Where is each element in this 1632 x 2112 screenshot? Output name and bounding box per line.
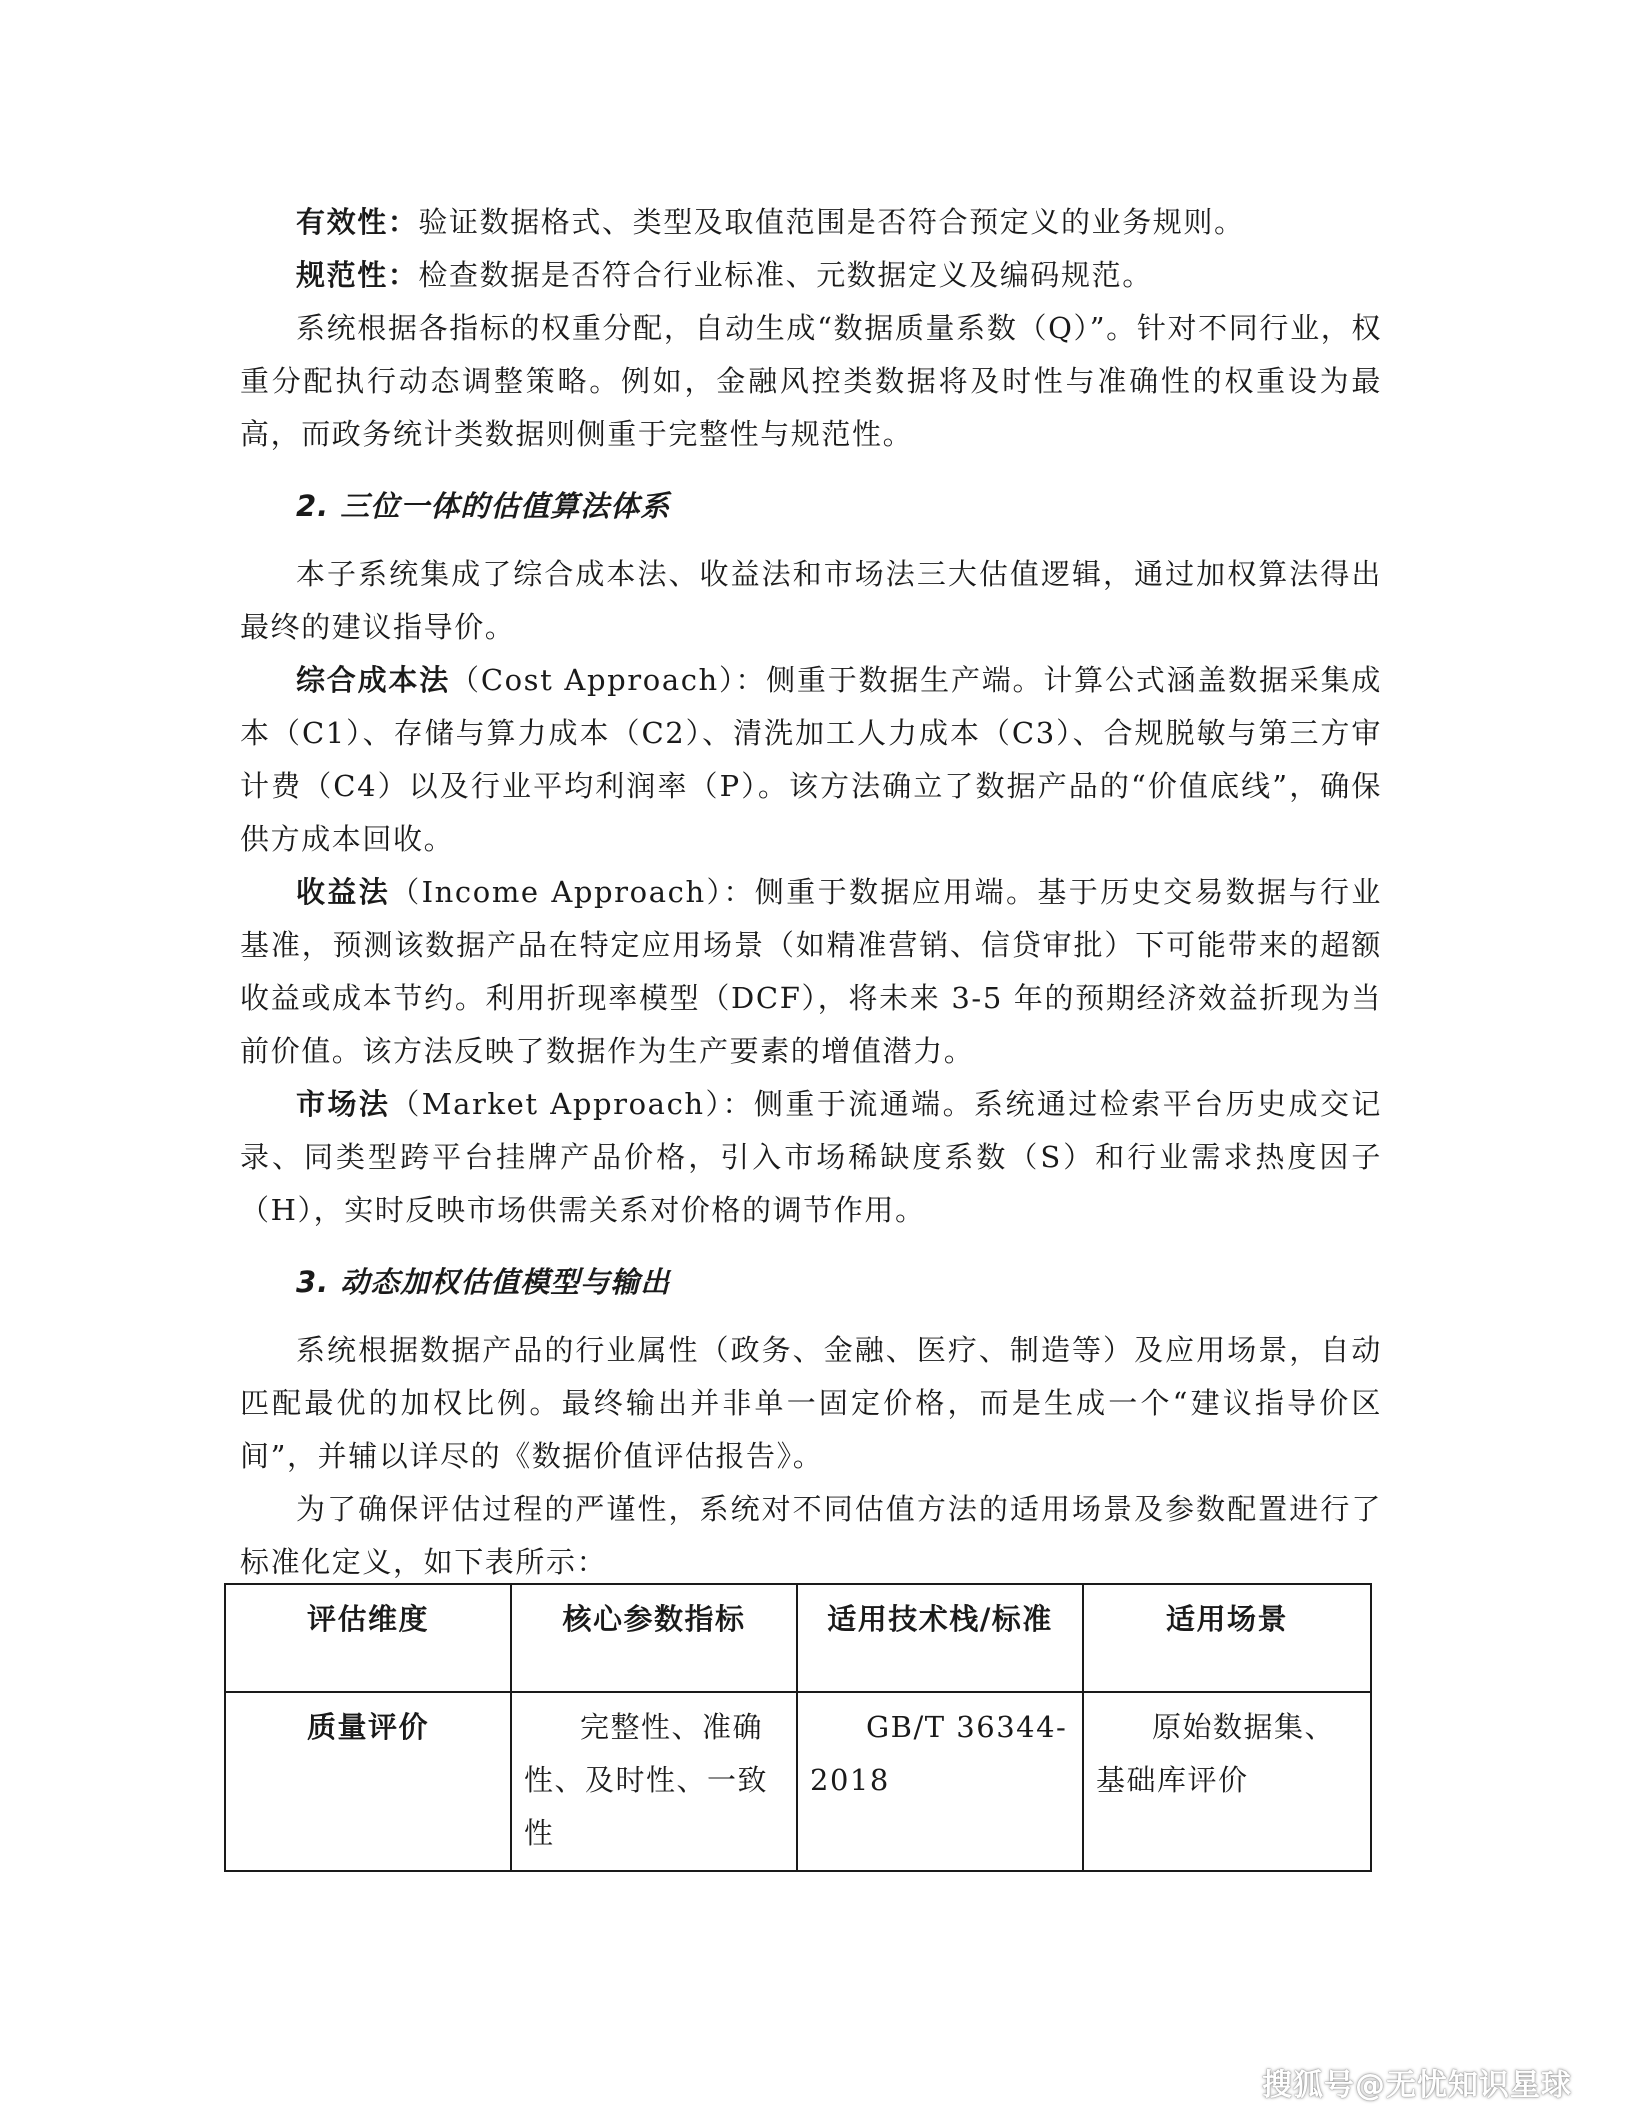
table-cell: 完整性、准确性、及时性、一致性 <box>511 1692 797 1871</box>
table-cell: GB/T 36344-2018 <box>797 1692 1083 1871</box>
term-normativity: 规范性： <box>296 258 419 292</box>
term-market-approach: 市场法 <box>296 1087 391 1121</box>
valuation-spec-table <box>224 1583 1372 1872</box>
term-income-approach: 收益法 <box>296 875 391 909</box>
table-header-cell: 适用技术栈/标准 <box>797 1584 1083 1692</box>
table-header-cell: 适用场景 <box>1083 1584 1371 1692</box>
paragraph-market-approach-text: （Market Approach）：侧重于流通端。系统通过检索平台历史成交记录、同类型跨平台挂牌产品价格，引入市场稀缺度系数（S）和行业需求热度因子（H），实时反映市场供需关系对价格的调节作用。 <box>240 1087 1382 1227</box>
table-cell: 质量评价 <box>225 1692 511 1871</box>
paragraph-quality-coefficient: 系统根据各指标的权重分配，自动生成“数据质量系数（Q）”。针对不同行业，权重分配执行动态调整策略。例如，金融风控类数据将及时性与准确性的权重设为最高，而政务统计类数据则侧重于完整性与规范性。 <box>240 311 1382 451</box>
paragraph-normativity-text: 检查数据是否符合行业标准、元数据定义及编码规范。 <box>418 258 1153 292</box>
source-watermark: 搜狐号@无忧知识星球 <box>1262 2068 1572 2103</box>
paragraph-income-approach-text: （Income Approach）：侧重于数据应用端。基于历史交易数据与行业基准，预测该数据产品在特定应用场景（如精准营销、信贷审批）下可能带来的超额收益或成本节约。利用折现率模型（DCF），将未来 3-5 年的预期经济效益折现为当前价值。该方法反映了数据作为生产要素的增值潜力。 <box>240 875 1382 1068</box>
table-header-cell: 评估维度 <box>225 1584 511 1692</box>
term-validity: 有效性： <box>296 205 419 239</box>
paragraph-income-approach <box>240 866 1382 1078</box>
paragraph-valuation-intro: 本子系统集成了综合成本法、收益法和市场法三大估值逻辑，通过加权算法得出最终的建议指导价。 <box>240 557 1382 644</box>
paragraph-table-intro: 为了确保评估过程的严谨性，系统对不同估值方法的适用场景及参数配置进行了标准化定义，如下表所示： <box>240 1492 1382 1579</box>
paragraph-weighted-model: 系统根据数据产品的行业属性（政务、金融、医疗、制造等）及应用场景，自动匹配最优的加权比例。最终输出并非单一固定价格，而是生成一个“建议指导价区间”，并辅以详尽的《数据价值评估报告》。 <box>240 1333 1382 1473</box>
table-cell: 原始数据集、基础库评价 <box>1083 1692 1371 1871</box>
table-row <box>225 1692 1371 1871</box>
paragraph-cost-approach-text: （Cost Approach）：侧重于数据生产端。计算公式涵盖数据采集成本（C1）、存储与算力成本（C2）、清洗加工人力成本（C3）、合规脱敏与第三方审计费（C4）以及行业平均利润率（P）。该方法确立了数据产品的“价值底线”，确保供方成本回收。 <box>240 663 1382 856</box>
section-heading-3: 3. 动态加权估值模型与输出 <box>296 1265 671 1299</box>
paragraph-market-approach <box>240 1078 1382 1237</box>
table-header-cell: 核心参数指标 <box>511 1584 797 1692</box>
section-heading-2: 2. 三位一体的估值算法体系 <box>296 489 671 523</box>
term-cost-approach: 综合成本法 <box>296 663 451 697</box>
paragraph-cost-approach <box>240 654 1382 866</box>
paragraph-validity <box>240 196 1382 249</box>
table-header-row <box>225 1584 1371 1692</box>
paragraph-normativity <box>240 249 1382 302</box>
paragraph-validity-text: 验证数据格式、类型及取值范围是否符合预定义的业务规则。 <box>418 205 1245 239</box>
